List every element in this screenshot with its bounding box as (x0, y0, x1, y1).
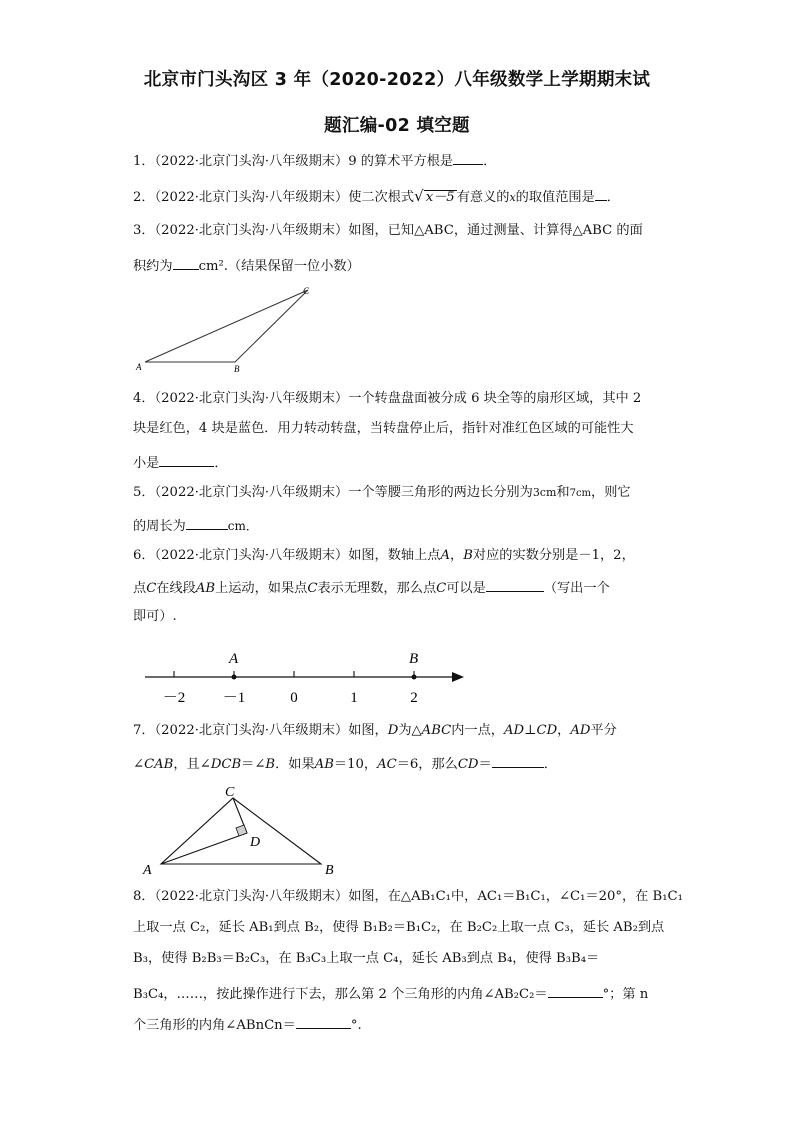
question-8-line3: B₃，使得 B₂B₃＝B₂C₃，在 B₃C₃上取一点 C₄，延长 AB₃到点 B₄，使得 B₃B₄＝ (133, 951, 600, 966)
answer-blank[interactable] (548, 983, 603, 998)
label-D: D (250, 835, 261, 850)
tick-label: －1 (222, 690, 246, 706)
question-6-line3: 即可）. (133, 609, 177, 624)
label-B: B (325, 863, 334, 878)
answer-blank[interactable] (159, 452, 214, 467)
tick-label: －2 (162, 690, 186, 706)
label-point-B: B (409, 651, 419, 667)
question-5: 5．（2022·北京门头沟·八年级期末）一个等腰三角形的两边长分别为3cm和7cm，则它 (133, 485, 631, 500)
question-3: 3．（2022·北京门头沟·八年级期末）如图，已知△ABC，通过测量、计算得△ABC 的面 (133, 223, 643, 238)
triangle-abc-figure (130, 282, 330, 377)
label-A: A (143, 863, 152, 878)
answer-blank[interactable] (453, 150, 483, 165)
question-2: 2．（2022·北京门头沟·八年级期末）使二次根式√ x－5 有意义的x的取值范围是 ． (133, 187, 620, 205)
triangle-abcd-figure (135, 778, 350, 880)
question-4: 4．（2022·北京门头沟·八年级期末）一个转盘盘面被分成 6 块全等的扇形区域，其中 2 (133, 391, 642, 406)
point-B-dot (412, 675, 417, 680)
answer-blank[interactable] (492, 753, 544, 768)
label-C: C (225, 785, 235, 800)
label-B: B (234, 364, 240, 374)
radicand: x－5 (425, 190, 455, 205)
point-A-dot (232, 675, 237, 680)
answer-blank[interactable] (296, 1014, 351, 1029)
question-6: 6．（2022·北京门头沟·八年级期末）如图，数轴上点A，B对应的实数分别是－1，2， (133, 548, 635, 563)
tick-label: 1 (350, 690, 358, 706)
question-8: 8．（2022·北京门头沟·八年级期末）如图，在△AB₁C₁中，AC₁＝B₁C₁，∠C₁＝20°，在 B₁C₁ (133, 889, 683, 904)
question-6-line2: 点C在线段AB上运动，如果点C表示无理数，那么点C可以是 （写出一个 (133, 577, 610, 598)
page-title-line1: 北京市门头沟区 3 年（2020-2022）八年级数学上学期期末试 (143, 70, 651, 90)
answer-blank[interactable] (173, 255, 199, 270)
question-1: 1．（2022·北京门头沟·八年级期末）9 的算术平方根是 ． (133, 150, 496, 171)
question-7-line2: ∠CAB，且∠DCB＝∠B．如果AB＝10，AC＝6，那么CD＝ ． (133, 753, 557, 774)
label-point-A: A (229, 651, 239, 667)
answer-blank[interactable] (595, 186, 607, 201)
question-4-line3: 小是 ． (133, 452, 228, 473)
label-A: A (136, 362, 142, 372)
question-4-line2: 块是红色，4 块是蓝色．用力转动转盘，当转盘停止后，指针对准红色区域的可能性大 (133, 421, 634, 436)
tick-label: 2 (410, 690, 418, 706)
question-5-line2: 的周长为 cm． (133, 515, 258, 536)
answer-blank[interactable] (486, 577, 544, 592)
question-7: 7．（2022·北京门头沟·八年级期末）如图，D为△ABC内一点，AD⊥CD，AD平分 (133, 723, 617, 738)
question-8-line4: B₃C₄，……，按此操作进行下去，那么第 2 个三角形的内角∠AB₂C₂＝ °；第 n (133, 983, 648, 1004)
question-source: （2022·北京门头沟·八年级期末） (154, 154, 349, 169)
label-C: C (303, 286, 310, 296)
question-8-line5: 个三角形的内角∠ABnCn＝ °. (133, 1014, 362, 1035)
sqrt-sign: √ (414, 187, 424, 205)
page-title-line2: 题汇编-02 填空题 (324, 116, 470, 136)
question-8-line2: 上取一点 C₂，延长 AB₁到点 B₂，使得 B₁B₂＝B₁C₂，在 B₂C₂上取一点 C₃，延长 AB₂到点 (133, 920, 665, 935)
right-angle-mark (236, 825, 247, 836)
number-line-figure (140, 640, 470, 710)
question-3-line2: 积约为 cm².（结果保留一位小数） (133, 255, 360, 276)
answer-blank[interactable] (186, 515, 228, 530)
tick-label: 0 (290, 690, 298, 706)
